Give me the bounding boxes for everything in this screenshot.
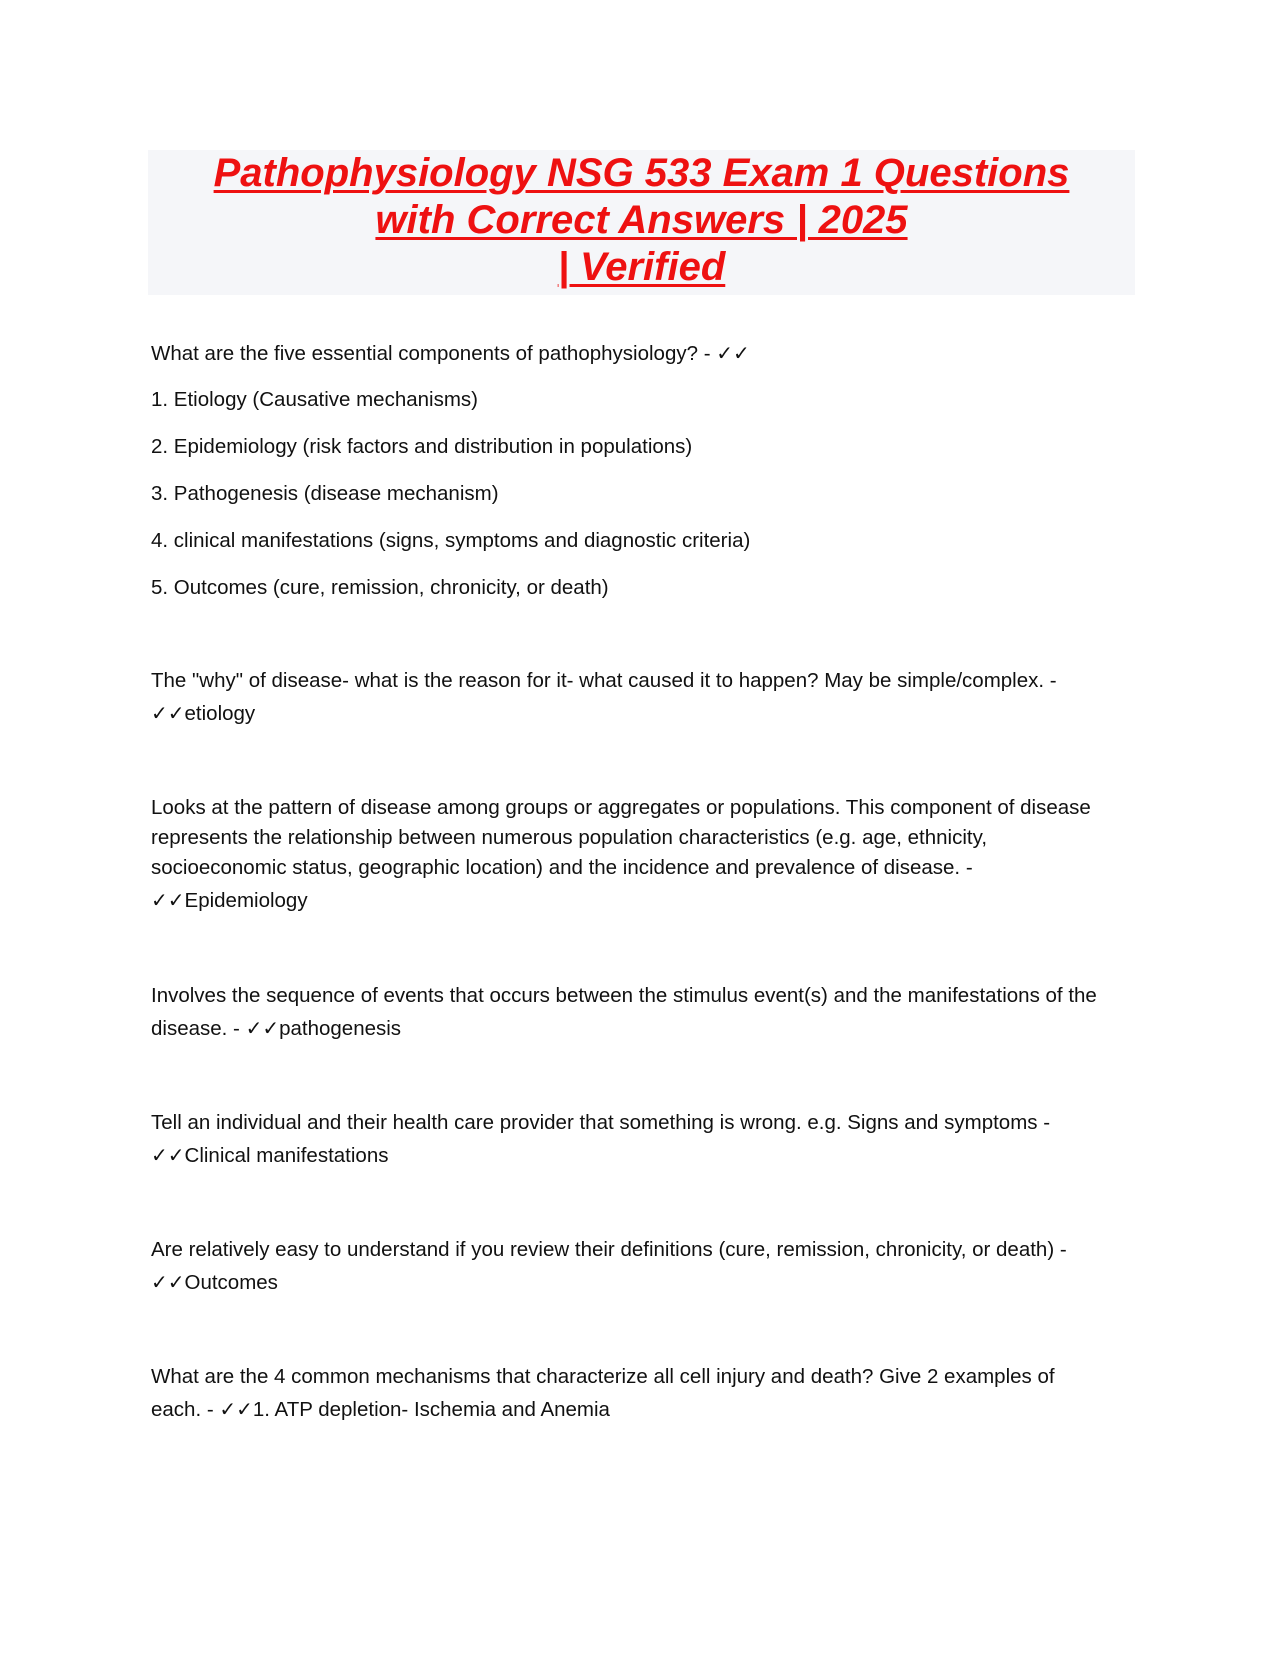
double-check-icon: ✓✓ xyxy=(219,1397,253,1421)
double-check-icon: ✓✓ xyxy=(245,1016,280,1040)
question-epidemiology xyxy=(151,793,1136,916)
answer-line xyxy=(151,1266,1136,1299)
document-title-line-1: Pathophysiology NSG 533 Exam 1 Questions xyxy=(213,151,1070,195)
double-check-icon: ✓✓ xyxy=(716,341,750,365)
question-cell-injury-mechanisms xyxy=(151,1361,1136,1426)
question-etiology xyxy=(151,665,1136,730)
question-text: disease. - xyxy=(151,1017,246,1040)
list-item: 2. Epidemiology (risk factors and distribution in populations) xyxy=(151,435,693,458)
answer-line xyxy=(151,1012,1136,1045)
double-check-icon: ✓✓ xyxy=(151,1270,185,1294)
answer-text: 1. ATP depletion- Ischemia and Anemia xyxy=(252,1398,610,1421)
list-item: 5. Outcomes (cure, remission, chronicity, or death) xyxy=(151,576,609,599)
answer-line xyxy=(151,697,1136,730)
answer-line xyxy=(151,1393,1136,1426)
answer-line xyxy=(151,885,1136,916)
question-text: What are the five essential components of pathophysiology? - xyxy=(151,342,717,365)
answer-text: Clinical manifestations xyxy=(184,1144,389,1167)
question-clinical-manifestations xyxy=(151,1107,1136,1172)
double-check-icon: ✓✓ xyxy=(151,888,185,912)
question-outcomes xyxy=(151,1234,1136,1299)
question-text: What are the 4 common mechanisms that characterize all cell injury and death? Give 2 examples of xyxy=(151,1365,1055,1388)
double-check-icon: ✓✓ xyxy=(151,1143,185,1167)
answer-text: etiology xyxy=(184,702,256,725)
question-text: Involves the sequence of events that occurs between the stimulus event(s) and the manifestations of the xyxy=(151,984,1097,1007)
question-text: Are relatively easy to understand if you review their definitions (cure, remission, chronicity, or death) - xyxy=(151,1238,1067,1261)
question-components xyxy=(151,337,1136,370)
document-title-line-3: | Verified xyxy=(557,245,726,289)
document-title-line-2: with Correct Answers | 2025 xyxy=(375,198,908,242)
question-text: socioeconomic status, geographic location) and the incidence and prevalence of disease. - xyxy=(151,856,973,879)
answer-text: Outcomes xyxy=(184,1271,278,1294)
question-pathogenesis xyxy=(151,980,1136,1045)
question-text: Tell an individual and their health care provider that something is wrong. e.g. Signs and symptoms - xyxy=(151,1111,1051,1134)
answer-text: Epidemiology xyxy=(184,889,308,912)
question-text: The "why" of disease- what is the reason for it- what caused it to happen? May be simple/complex. - xyxy=(151,669,1057,692)
list-item: 4. clinical manifestations (signs, symptoms and diagnostic criteria) xyxy=(151,529,751,552)
list-item: 1. Etiology (Causative mechanisms) xyxy=(151,388,478,411)
question-text: Looks at the pattern of disease among groups or aggregates or populations. This component of disease xyxy=(151,796,1091,819)
list-item: 3. Pathogenesis (disease mechanism) xyxy=(151,482,499,505)
question-text: each. - xyxy=(151,1398,220,1421)
question-text: represents the relationship between numerous population characteristics (e.g. age, ethnicity, xyxy=(151,826,988,849)
answer-line xyxy=(151,1139,1136,1172)
document-title-banner xyxy=(148,150,1135,295)
double-check-icon: ✓✓ xyxy=(151,701,185,725)
answer-text: pathogenesis xyxy=(279,1017,402,1040)
